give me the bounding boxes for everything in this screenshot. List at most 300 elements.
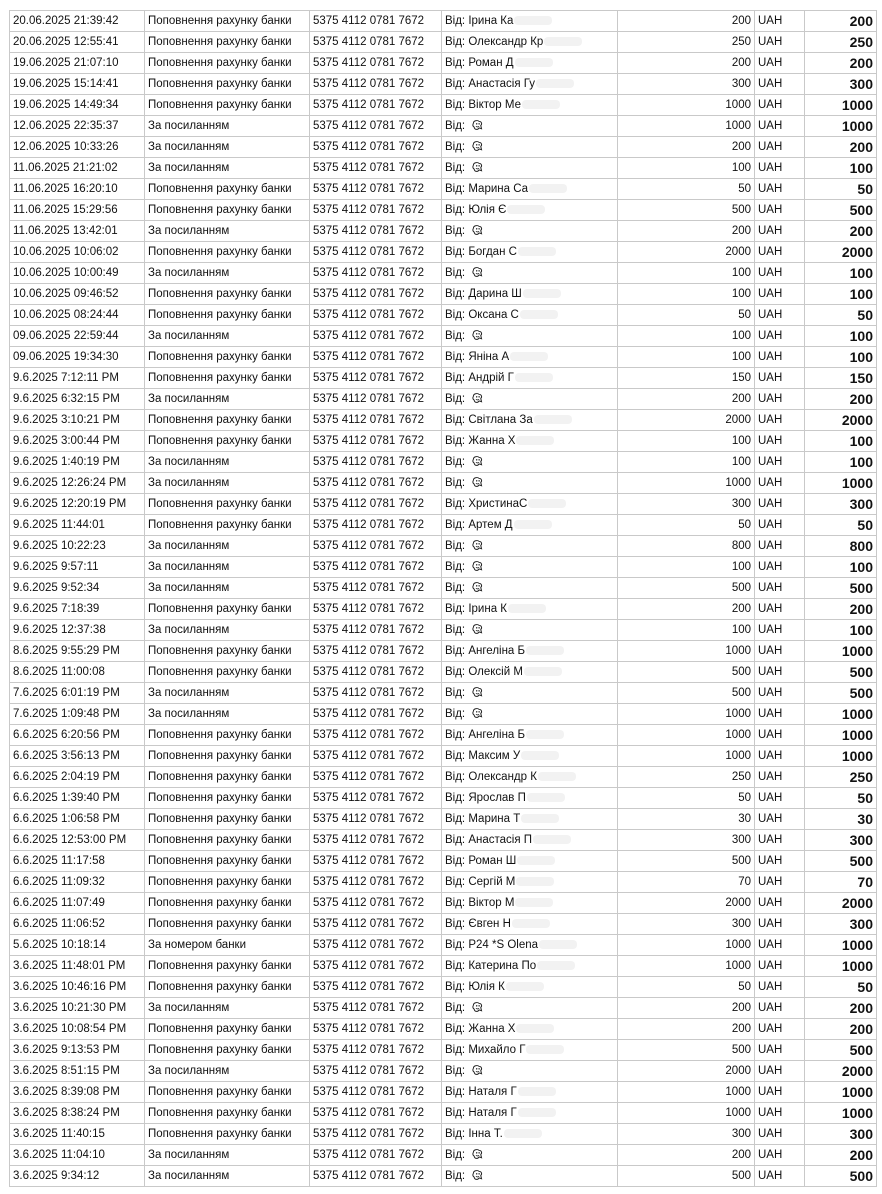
cell-sender (442, 1019, 618, 1040)
cell-amount: 500 (618, 1166, 755, 1187)
cell-amount: 200 (618, 11, 755, 32)
cell-sender (442, 809, 618, 830)
cell-card: 5375 4112 0781 7672 (310, 179, 442, 200)
cell-currency: UAH (755, 452, 805, 473)
table-row (10, 935, 877, 956)
cell-card: 5375 4112 0781 7672 (310, 641, 442, 662)
redaction-blur (518, 1087, 556, 1096)
sender-name: Інна Т. (468, 1128, 503, 1140)
cell-amount: 500 (618, 683, 755, 704)
cell-card: 5375 4112 0781 7672 (310, 977, 442, 998)
sender-prefix: Від: (445, 540, 466, 552)
cell-amount: 100 (618, 263, 755, 284)
table-row (10, 893, 877, 914)
sender-name: Олександр К (468, 771, 537, 783)
cell-total: 500 (805, 683, 877, 704)
cell-type: За посиланням (145, 557, 310, 578)
cell-sender (442, 179, 618, 200)
cat-emoji-icon (471, 581, 484, 594)
table-row (10, 389, 877, 410)
table-row (10, 557, 877, 578)
sender-prefix: Від: (445, 435, 466, 447)
cell-total: 500 (805, 662, 877, 683)
sender-prefix: Від: (445, 960, 466, 972)
cell-amount: 50 (618, 788, 755, 809)
table-row (10, 32, 877, 53)
cell-currency: UAH (755, 494, 805, 515)
cell-card: 5375 4112 0781 7672 (310, 956, 442, 977)
sender-prefix: Від: (445, 393, 466, 405)
sender-prefix: Від: (445, 624, 466, 636)
cell-amount: 200 (618, 599, 755, 620)
sender-prefix: Від: (445, 162, 466, 174)
cell-sender (442, 1145, 618, 1166)
cell-datetime: 6.6.2025 12:53:00 PM (10, 830, 145, 851)
cell-datetime: 11.06.2025 13:42:01 (10, 221, 145, 242)
redaction-blur (516, 877, 554, 886)
cell-total: 250 (805, 767, 877, 788)
cell-type: Поповнення рахунку банки (145, 11, 310, 32)
cell-currency: UAH (755, 830, 805, 851)
sender-prefix: Від: (445, 792, 466, 804)
cell-total: 100 (805, 347, 877, 368)
sender-prefix: Від: (445, 1086, 466, 1098)
table-row (10, 536, 877, 557)
cat-emoji-icon (471, 623, 484, 636)
cell-card: 5375 4112 0781 7672 (310, 767, 442, 788)
cell-datetime: 3.6.2025 11:48:01 PM (10, 956, 145, 977)
redaction-blur (506, 982, 544, 991)
cell-currency: UAH (755, 809, 805, 830)
sender-prefix: Від: (445, 456, 466, 468)
cell-total: 300 (805, 74, 877, 95)
cell-total: 200 (805, 1145, 877, 1166)
cell-total: 200 (805, 1019, 877, 1040)
cell-amount: 1000 (618, 641, 755, 662)
table-row (10, 704, 877, 725)
table-row (10, 179, 877, 200)
cell-currency: UAH (755, 725, 805, 746)
cell-currency: UAH (755, 158, 805, 179)
cell-type: Поповнення рахунку банки (145, 830, 310, 851)
cell-type: Поповнення рахунку банки (145, 410, 310, 431)
cell-sender (442, 662, 618, 683)
sender-prefix: Від: (445, 708, 466, 720)
cell-sender (442, 200, 618, 221)
cell-datetime: 3.6.2025 10:46:16 PM (10, 977, 145, 998)
cell-sender (442, 221, 618, 242)
cell-currency: UAH (755, 473, 805, 494)
redaction-blur (526, 646, 564, 655)
cell-type: Поповнення рахунку банки (145, 347, 310, 368)
redaction-blur (512, 919, 550, 928)
cell-sender (442, 704, 618, 725)
sender-prefix: Від: (445, 309, 466, 321)
sender-prefix: Від: (445, 1044, 466, 1056)
cell-sender (442, 977, 618, 998)
cell-currency: UAH (755, 137, 805, 158)
redaction-blur (517, 856, 555, 865)
sender-name: Марина Са (468, 183, 529, 195)
sender-prefix: Від: (445, 981, 466, 993)
cell-currency: UAH (755, 11, 805, 32)
cell-total: 50 (805, 179, 877, 200)
cell-datetime: 8.6.2025 9:55:29 PM (10, 641, 145, 662)
cell-total: 100 (805, 284, 877, 305)
cell-type: Поповнення рахунку банки (145, 179, 310, 200)
cell-currency: UAH (755, 683, 805, 704)
cell-amount: 1000 (618, 1103, 755, 1124)
cell-type: Поповнення рахунку банки (145, 53, 310, 74)
sender-name: Яніна А (468, 351, 510, 363)
cell-type: За посиланням (145, 452, 310, 473)
cell-sender (442, 725, 618, 746)
cell-card: 5375 4112 0781 7672 (310, 557, 442, 578)
cell-amount: 100 (618, 347, 755, 368)
cell-datetime: 20.06.2025 12:55:41 (10, 32, 145, 53)
sender-name: Юлія К (468, 981, 505, 993)
cell-card: 5375 4112 0781 7672 (310, 1124, 442, 1145)
cell-total: 1000 (805, 473, 877, 494)
table-row (10, 1082, 877, 1103)
cell-amount: 500 (618, 851, 755, 872)
cell-amount: 200 (618, 998, 755, 1019)
cell-amount: 50 (618, 977, 755, 998)
cell-type: За посиланням (145, 704, 310, 725)
cell-type: Поповнення рахунку банки (145, 767, 310, 788)
cell-currency: UAH (755, 1124, 805, 1145)
redaction-blur (520, 310, 558, 319)
cell-total: 200 (805, 53, 877, 74)
cell-type: Поповнення рахунку банки (145, 200, 310, 221)
sender-prefix: Від: (445, 141, 466, 153)
cell-amount: 200 (618, 1019, 755, 1040)
cat-emoji-icon (471, 224, 484, 237)
cell-card: 5375 4112 0781 7672 (310, 410, 442, 431)
table-row (10, 683, 877, 704)
cell-amount: 300 (618, 830, 755, 851)
cell-currency: UAH (755, 998, 805, 1019)
cell-type: Поповнення рахунку банки (145, 851, 310, 872)
cell-currency: UAH (755, 1103, 805, 1124)
sender-name: Ірина К (468, 603, 507, 615)
cell-total: 200 (805, 998, 877, 1019)
cell-datetime: 3.6.2025 11:40:15 (10, 1124, 145, 1145)
cell-type: Поповнення рахунку банки (145, 809, 310, 830)
cell-amount: 100 (618, 557, 755, 578)
cell-amount: 1000 (618, 473, 755, 494)
cell-card: 5375 4112 0781 7672 (310, 494, 442, 515)
table-row (10, 956, 877, 977)
cell-total: 500 (805, 1040, 877, 1061)
cell-total: 50 (805, 515, 877, 536)
cell-amount: 300 (618, 494, 755, 515)
cell-currency: UAH (755, 956, 805, 977)
cat-emoji-icon (471, 1001, 484, 1014)
cell-card: 5375 4112 0781 7672 (310, 935, 442, 956)
sender-name: Анастасія П (468, 834, 533, 846)
cell-card: 5375 4112 0781 7672 (310, 305, 442, 326)
cell-card: 5375 4112 0781 7672 (310, 746, 442, 767)
redaction-blur (515, 58, 553, 67)
cell-sender (442, 158, 618, 179)
cat-emoji-icon (471, 140, 484, 153)
sender-prefix: Від: (445, 99, 466, 111)
cell-datetime: 10.06.2025 10:00:49 (10, 263, 145, 284)
cell-sender (442, 746, 618, 767)
cell-sender (442, 263, 618, 284)
table-row (10, 809, 877, 830)
sender-prefix: Від: (445, 750, 466, 762)
cell-datetime: 7.6.2025 6:01:19 PM (10, 683, 145, 704)
cell-datetime: 3.6.2025 9:34:12 (10, 1166, 145, 1187)
cell-datetime: 10.06.2025 10:06:02 (10, 242, 145, 263)
cell-sender (442, 473, 618, 494)
cell-datetime: 11.06.2025 16:20:10 (10, 179, 145, 200)
cell-sender (442, 998, 618, 1019)
cell-type: За посиланням (145, 221, 310, 242)
cell-sender (442, 1103, 618, 1124)
cell-sender (442, 914, 618, 935)
cell-total: 1000 (805, 1103, 877, 1124)
redaction-blur (537, 961, 575, 970)
cell-sender (442, 767, 618, 788)
cell-card: 5375 4112 0781 7672 (310, 515, 442, 536)
cell-datetime: 6.6.2025 1:39:40 PM (10, 788, 145, 809)
cell-datetime: 3.6.2025 10:21:30 PM (10, 998, 145, 1019)
table-row (10, 137, 877, 158)
cell-currency: UAH (755, 662, 805, 683)
cell-type: За посиланням (145, 158, 310, 179)
cell-currency: UAH (755, 788, 805, 809)
cell-datetime: 6.6.2025 2:04:19 PM (10, 767, 145, 788)
cell-currency: UAH (755, 116, 805, 137)
cell-card: 5375 4112 0781 7672 (310, 242, 442, 263)
table-row (10, 746, 877, 767)
cell-currency: UAH (755, 200, 805, 221)
cell-amount: 70 (618, 872, 755, 893)
cell-type: Поповнення рахунку банки (145, 956, 310, 977)
cell-amount: 800 (618, 536, 755, 557)
cell-card: 5375 4112 0781 7672 (310, 200, 442, 221)
cell-currency: UAH (755, 305, 805, 326)
cell-datetime: 6.6.2025 6:20:56 PM (10, 725, 145, 746)
cat-emoji-icon (471, 329, 484, 342)
sender-prefix: Від: (445, 78, 466, 90)
sender-name: Анастасія Гу (468, 78, 535, 90)
cell-datetime: 5.6.2025 10:18:14 (10, 935, 145, 956)
redaction-blur (516, 436, 554, 445)
redaction-blur (514, 16, 552, 25)
sender-prefix: Від: (445, 876, 466, 888)
sender-name: Богдан С (468, 246, 517, 258)
cell-total: 500 (805, 1166, 877, 1187)
cell-sender (442, 347, 618, 368)
cell-card: 5375 4112 0781 7672 (310, 788, 442, 809)
table-row (10, 452, 877, 473)
table-row (10, 473, 877, 494)
cell-total: 2000 (805, 410, 877, 431)
cell-type: Поповнення рахунку банки (145, 431, 310, 452)
cat-emoji-icon (471, 455, 484, 468)
table-row (10, 599, 877, 620)
cell-total: 250 (805, 32, 877, 53)
cell-type: За посиланням (145, 1166, 310, 1187)
cell-card: 5375 4112 0781 7672 (310, 1145, 442, 1166)
sender-prefix: Від: (445, 855, 466, 867)
sender-prefix: Від: (445, 498, 466, 510)
sender-name: Роман Ш (468, 855, 517, 867)
cell-datetime: 9.6.2025 3:10:21 PM (10, 410, 145, 431)
cell-currency: UAH (755, 767, 805, 788)
cell-currency: UAH (755, 1019, 805, 1040)
cell-card: 5375 4112 0781 7672 (310, 893, 442, 914)
sender-name: Марина Т (468, 813, 521, 825)
cell-datetime: 19.06.2025 15:14:41 (10, 74, 145, 95)
cell-type: Поповнення рахунку банки (145, 74, 310, 95)
sender-prefix: Від: (445, 57, 466, 69)
table-row (10, 662, 877, 683)
cell-sender (442, 1166, 618, 1187)
cell-amount: 2000 (618, 1061, 755, 1082)
cell-card: 5375 4112 0781 7672 (310, 158, 442, 179)
cell-sender (442, 620, 618, 641)
sender-name: Дарина Ш (468, 288, 522, 300)
transactions-table (9, 10, 877, 1187)
cell-currency: UAH (755, 368, 805, 389)
cell-datetime: 11.06.2025 21:21:02 (10, 158, 145, 179)
cell-sender (442, 32, 618, 53)
redaction-blur (539, 940, 577, 949)
cat-emoji-icon (471, 1064, 484, 1077)
table-row (10, 1124, 877, 1145)
cell-currency: UAH (755, 1166, 805, 1187)
cell-currency: UAH (755, 221, 805, 242)
cell-type: За посиланням (145, 998, 310, 1019)
cell-datetime: 9.6.2025 10:22:23 (10, 536, 145, 557)
table-row (10, 74, 877, 95)
cell-currency: UAH (755, 893, 805, 914)
cell-datetime: 10.06.2025 08:24:44 (10, 305, 145, 326)
sender-prefix: Від: (445, 897, 466, 909)
table-row (10, 620, 877, 641)
cell-sender (442, 431, 618, 452)
cell-currency: UAH (755, 326, 805, 347)
cat-emoji-icon (471, 476, 484, 489)
table-row (10, 1019, 877, 1040)
cell-total: 100 (805, 620, 877, 641)
cat-emoji-icon (471, 392, 484, 405)
sender-name: ХристинаС (468, 498, 528, 510)
sender-prefix: Від: (445, 477, 466, 489)
cell-type: За посиланням (145, 473, 310, 494)
sender-name: Наталя Г (468, 1086, 517, 1098)
cell-card: 5375 4112 0781 7672 (310, 221, 442, 242)
cell-card: 5375 4112 0781 7672 (310, 704, 442, 725)
sender-prefix: Від: (445, 771, 466, 783)
cell-type: Поповнення рахунку банки (145, 95, 310, 116)
cell-card: 5375 4112 0781 7672 (310, 347, 442, 368)
cell-amount: 50 (618, 305, 755, 326)
cell-total: 300 (805, 494, 877, 515)
cell-type: Поповнення рахунку банки (145, 1124, 310, 1145)
cell-card: 5375 4112 0781 7672 (310, 578, 442, 599)
cell-type: Поповнення рахунку банки (145, 725, 310, 746)
sender-prefix: Від: (445, 225, 466, 237)
cell-amount: 300 (618, 914, 755, 935)
cell-sender (442, 956, 618, 977)
table-row (10, 116, 877, 137)
cell-card: 5375 4112 0781 7672 (310, 431, 442, 452)
cell-datetime: 6.6.2025 3:56:13 PM (10, 746, 145, 767)
table-row (10, 767, 877, 788)
cell-amount: 200 (618, 137, 755, 158)
table-row (10, 305, 877, 326)
cell-amount: 1000 (618, 746, 755, 767)
cell-datetime: 9.6.2025 6:32:15 PM (10, 389, 145, 410)
sender-prefix: Від: (445, 1107, 466, 1119)
cell-datetime: 19.06.2025 14:49:34 (10, 95, 145, 116)
sender-name: Олександр Кр (468, 36, 544, 48)
cell-sender (442, 536, 618, 557)
redaction-blur (534, 415, 572, 424)
cell-total: 1000 (805, 725, 877, 746)
cell-amount: 1000 (618, 956, 755, 977)
cell-total: 100 (805, 431, 877, 452)
cell-datetime: 3.6.2025 9:13:53 PM (10, 1040, 145, 1061)
cell-card: 5375 4112 0781 7672 (310, 452, 442, 473)
cell-amount: 150 (618, 368, 755, 389)
cell-amount: 500 (618, 662, 755, 683)
cell-sender (442, 683, 618, 704)
sender-name: Роман Д (468, 57, 514, 69)
table-row (10, 788, 877, 809)
table-row (10, 347, 877, 368)
cell-type: За посиланням (145, 620, 310, 641)
cell-currency: UAH (755, 242, 805, 263)
cell-type: Поповнення рахунку банки (145, 1040, 310, 1061)
cell-total: 1000 (805, 641, 877, 662)
sender-name: Наталя Г (468, 1107, 517, 1119)
cat-emoji-icon (471, 161, 484, 174)
cell-total: 200 (805, 389, 877, 410)
cell-datetime: 6.6.2025 1:06:58 PM (10, 809, 145, 830)
cell-sender (442, 494, 618, 515)
sender-prefix: Від: (445, 1128, 466, 1140)
cell-amount: 2000 (618, 893, 755, 914)
sender-name: Максим У (468, 750, 521, 762)
cell-currency: UAH (755, 872, 805, 893)
cell-currency: UAH (755, 1040, 805, 1061)
cell-card: 5375 4112 0781 7672 (310, 389, 442, 410)
cell-sender (442, 578, 618, 599)
cell-sender (442, 284, 618, 305)
cell-amount: 1000 (618, 704, 755, 725)
cell-datetime: 10.06.2025 09:46:52 (10, 284, 145, 305)
cell-type: Поповнення рахунку банки (145, 893, 310, 914)
cell-type: За посиланням (145, 389, 310, 410)
cell-currency: UAH (755, 1145, 805, 1166)
sender-prefix: Від: (445, 288, 466, 300)
sender-name: Андрій Г (468, 372, 514, 384)
cell-currency: UAH (755, 389, 805, 410)
sender-prefix: Від: (445, 414, 466, 426)
cell-amount: 2000 (618, 242, 755, 263)
cell-datetime: 9.6.2025 9:52:34 (10, 578, 145, 599)
cell-sender (442, 788, 618, 809)
table-row (10, 1040, 877, 1061)
redaction-blur (538, 772, 576, 781)
